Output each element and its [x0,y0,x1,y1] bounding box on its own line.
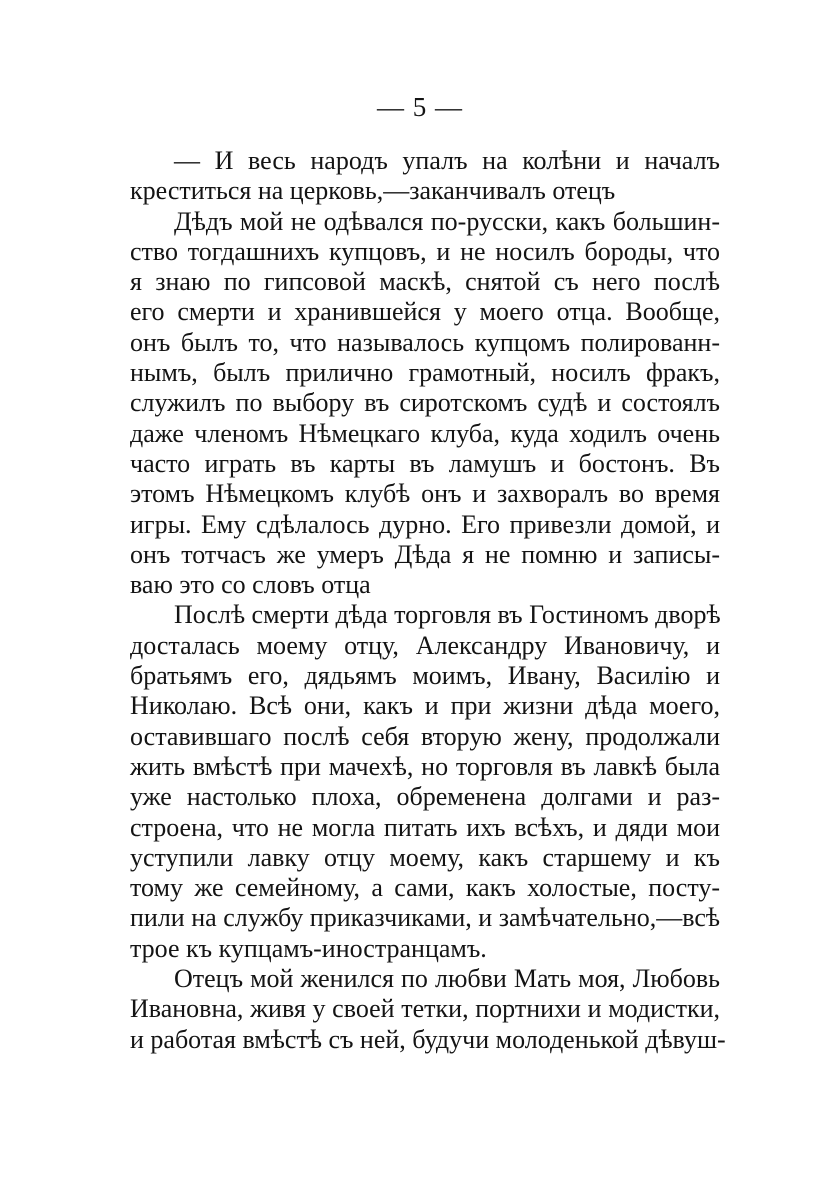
paragraph-3 [130,600,720,964]
text-line: служилъ по выбору въ сиротскомъ судѣ и состоялъ [130,388,720,418]
paragraph-2 [130,207,720,601]
text-line: этомъ Нѣмецкомъ клубѣ онъ и захворалъ во время [130,479,720,509]
text-line: его смерти и хранившейся у моего отца. Вообще, [130,297,720,327]
text-line: братьямъ его, дядьямъ моимъ, Ивану, Василію и [130,661,720,691]
text-line: уступили лавку отцу моему, какъ старшему и къ [130,842,720,872]
text-line: досталась моему отцу, Александру Ивановичу, и [130,630,720,660]
text-line: пили на службу приказчиками, и замѣчательно,—всѣ [130,903,720,933]
text-line: ваю это со словъ отца [130,570,371,600]
text-line: Послѣ смерти дѣда торговля въ Гостиномъ дворѣ [174,600,721,630]
text-line: игры. Ему сдѣлалось дурно. Его привезли домой, и [130,509,720,539]
text-line: нымъ, былъ прилично грамотный, носилъ фракъ, [130,358,720,388]
paragraph-4 [130,964,726,1055]
text-line: онъ тотчасъ же умеръ Дѣда я не помню и записы- [130,539,720,569]
body-text [130,146,726,1055]
text-line: Дѣдъ мой не одѣвался по-русски, какъ большин- [174,206,720,236]
text-line: даже членомъ Нѣмецкаго клуба, куда ходилъ очень [130,418,720,448]
text-line: я знаю по гипсовой маскѣ, снятой съ него послѣ [130,267,720,297]
text-line: трое къ купцамъ-иностранцамъ. [130,933,487,963]
text-line: часто играть въ карты въ ламушъ и бостонъ. Въ [130,448,720,478]
paragraph-1 [130,146,720,207]
text-line: ство тогдашнихъ купцовъ, и не носилъ бороды, что [130,236,720,266]
text-line: онъ былъ то, что называлось купцомъ полированн- [130,327,720,357]
text-line: уже настолько плоха, обременена долгами и раз- [130,782,720,812]
text-line: и работая вмѣстѣ съ ней, будучи молоденькой дѣвуш- [130,1024,726,1054]
text-line: креститься на церковь,—заканчивалъ отецъ [130,176,616,206]
text-line: строена, что не могла питать ихъ всѣхъ, и дяди мои [130,812,720,842]
text-line: Отецъ мой женился по любви Мать моя, Любовь [174,964,720,994]
text-line: оставившаго послѣ себя вторую жену, продолжали [130,721,720,751]
text-line: Ивановна, живя у своей тетки, портнихи и модистки, [130,994,720,1024]
page-number: — 5 — [377,92,463,122]
text-line: — И весь народъ упалъ на колѣни и началъ [174,146,720,175]
text-line: тому же семейному, а сами, какъ холостые, посту- [130,873,720,903]
text-line: жить вмѣстѣ при мачехѣ, но торговля въ лавкѣ была [130,751,720,781]
text-line: Николаю. Всѣ они, какъ и при жизни дѣда моего, [130,691,720,721]
